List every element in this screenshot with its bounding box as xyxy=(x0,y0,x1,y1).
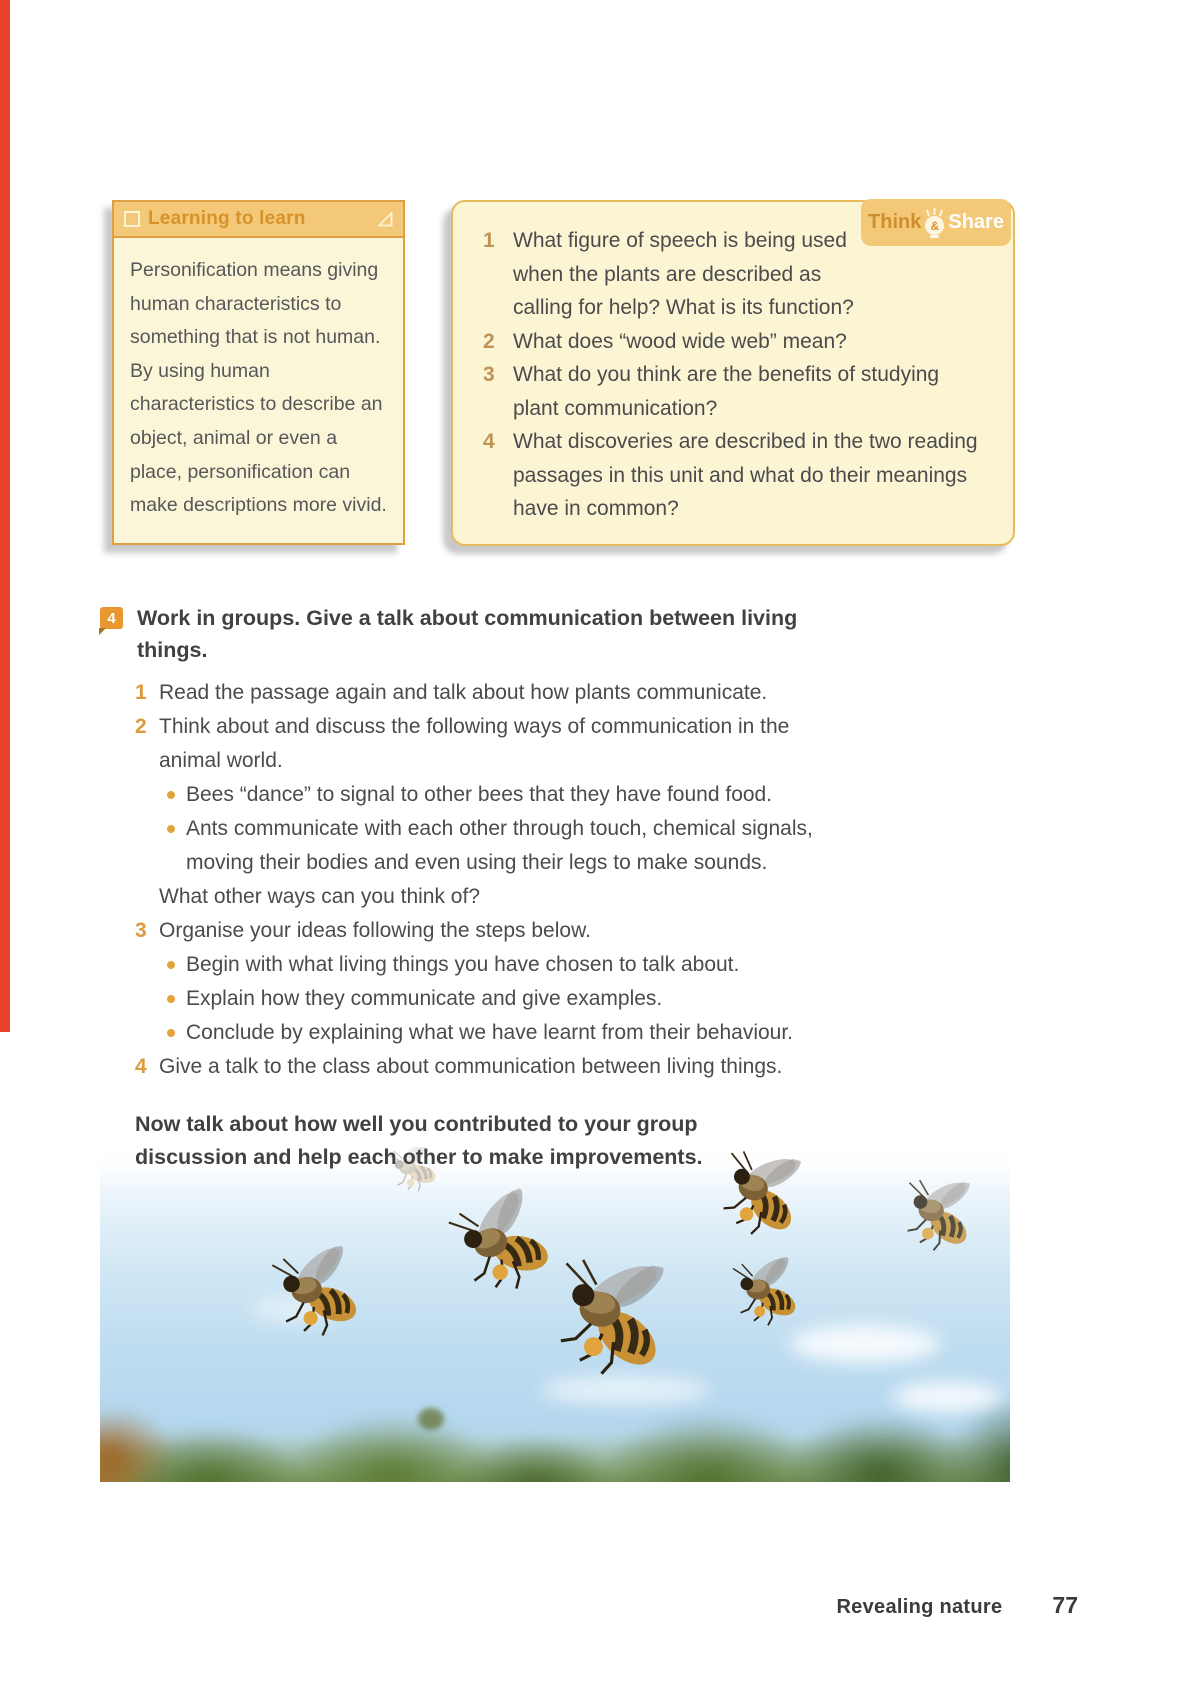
page-number: 77 xyxy=(1052,1592,1078,1618)
question-number: 2 xyxy=(483,329,495,353)
question-text: What do you think are the benefits of studying plant communication? xyxy=(513,363,940,420)
reflection-text: Now talk about how well you contributed to your group discussion and help each other to make improvements. xyxy=(135,1112,703,1169)
bullet-text: Ants communicate with each other through touch, chemical signals, moving their bodies and even using their legs to make sounds. xyxy=(186,817,813,874)
think-question xyxy=(483,325,987,359)
bullet-text: Conclude by explaining what we have learnt from their behaviour. xyxy=(186,1021,794,1044)
think-label: Think xyxy=(868,211,922,233)
bees-photo xyxy=(100,1147,1010,1482)
step xyxy=(135,1050,839,1084)
step xyxy=(135,914,839,948)
bullet-dot-icon xyxy=(167,825,175,833)
activity-steps xyxy=(135,676,900,1084)
step-number: 3 xyxy=(135,919,147,942)
question-text: What figure of speech is being used when the plants are described as calling for help? What is its function? xyxy=(513,229,854,319)
question-text: What discoveries are described in the two reading passages in this unit and what do their meanings have in common? xyxy=(513,430,978,520)
checkbox-square-icon xyxy=(124,211,140,227)
activity-heading xyxy=(100,602,900,666)
unit-color-stripe xyxy=(0,0,10,1032)
step-text: Organise your ideas following the steps below. xyxy=(159,919,591,942)
step-text: Think about and discuss the following ways of communication in the animal world. xyxy=(159,715,790,772)
bullet-item xyxy=(159,982,841,1016)
bullet-item xyxy=(159,1016,841,1050)
bee-icon xyxy=(888,1173,986,1263)
bullet-text: Bees “dance” to signal to other bees that they have found food. xyxy=(186,783,773,806)
question-number: 4 xyxy=(483,430,495,453)
bullet-dot-icon xyxy=(167,791,175,799)
bulb-rays-icon xyxy=(926,208,943,217)
activity-section xyxy=(100,602,900,1173)
bee-icon xyxy=(722,1256,809,1334)
step xyxy=(135,710,839,778)
share-label: Share xyxy=(948,211,1004,233)
step xyxy=(135,676,839,710)
think-question xyxy=(483,425,987,526)
step-number: 4 xyxy=(135,1055,147,1078)
step-text: Read the passage again and talk about how plants communicate. xyxy=(159,681,768,704)
learning-to-learn-header xyxy=(114,202,403,238)
learning-to-learn-title: Learning to learn xyxy=(148,208,306,229)
top-boxes xyxy=(112,200,1015,546)
bee-icon xyxy=(528,1248,690,1397)
bullet-text: Explain how they communicate and give examples. xyxy=(186,987,663,1010)
bee-icon xyxy=(257,1243,375,1351)
chapter-title: Revealing nature xyxy=(836,1596,1003,1618)
step-number: 1 xyxy=(135,681,147,704)
bullet-dot-icon xyxy=(167,1029,175,1037)
bulb-ampersand: & xyxy=(930,218,940,233)
page-footer xyxy=(836,1592,1078,1619)
bullet-dot-icon xyxy=(167,995,175,1003)
step-number: 2 xyxy=(135,715,147,738)
step-text: Give a talk to the class about communication between living things. xyxy=(159,1055,783,1078)
bullet-item xyxy=(159,778,841,812)
question-text: What does “wood wide web” mean? xyxy=(513,329,847,353)
think-question xyxy=(483,224,987,325)
learning-to-learn-text: Personification means giving human characteristics to something that is not human. By using human characteristics to describe an object, animal or even a place, personification can make descriptions more vivid. xyxy=(130,259,387,517)
question-number: 3 xyxy=(483,363,495,386)
bullet-item xyxy=(159,948,841,982)
follow-up-question: What other ways can you think of? xyxy=(159,885,480,908)
question-number: 1 xyxy=(483,229,495,252)
activity-number-badge: 4 xyxy=(100,607,123,629)
learning-to-learn-box xyxy=(112,200,405,545)
bullet-text: Begin with what living things you have chosen to talk about. xyxy=(186,953,740,976)
tab-spacer xyxy=(859,224,987,262)
think-share-box xyxy=(451,200,1015,546)
bullet-item xyxy=(159,812,841,880)
bullet-dot-icon xyxy=(167,961,175,969)
think-question xyxy=(483,358,987,425)
activity-title: Work in groups. Give a talk about communication between living things. xyxy=(137,606,798,662)
triangle-icon xyxy=(378,212,393,227)
